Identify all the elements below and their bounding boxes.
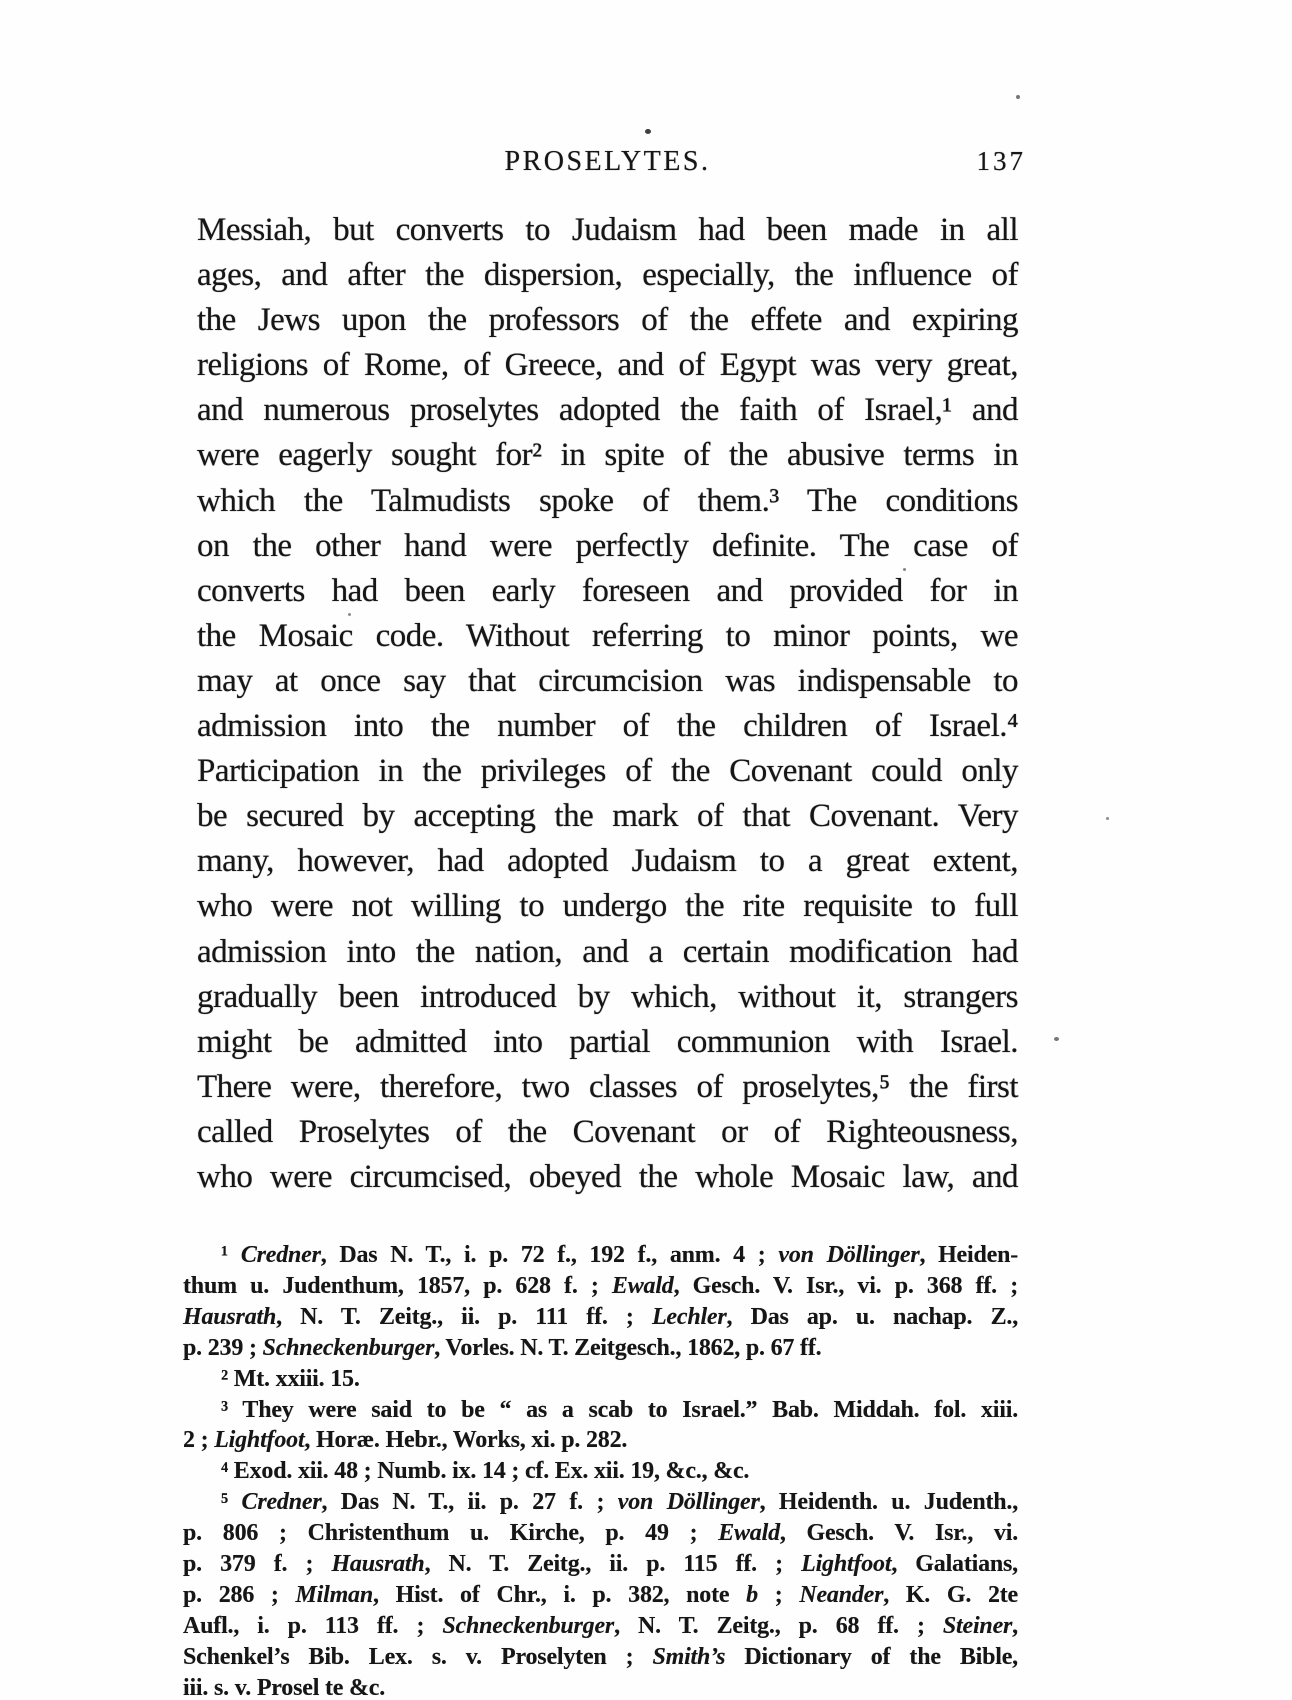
scan-speck	[903, 568, 906, 571]
footnote-line: p. 286 ; Milman, Hist. of Chr., i. p. 382, note b ; Neander, K. G. 2te	[183, 1581, 1018, 1608]
footnote-line: Hausrath, N. T. Zeitg., ii. p. 111 ff. ; Lechler, Das ap. u. nachap. Z.,	[183, 1303, 1019, 1330]
footnote-line: ¹ Credner, Das N. T., i. p. 72 f., 192 f., anm. 4 ; von Döllinger, Heiden-	[221, 1242, 1019, 1268]
body-line: admission into the number of the children of Israel.⁴	[197, 708, 1018, 745]
footnote-line: 2 ; Lightfoot, Horæ. Hebr., Works, xi. p. 282.	[183, 1427, 628, 1454]
footnote-line: p. 239 ; Schneckenburger, Vorles. N. T. Zeitgesch., 1862, p. 67 ff.	[183, 1334, 822, 1361]
footnote-line: Schenkel’s Bib. Lex. s. v. Proselyten ; Smith’s Dictionary of the Bible,	[183, 1643, 1018, 1670]
body-line: who were circumcised, obeyed the whole Mosaic law, and	[197, 1158, 1018, 1195]
body-line: gradually been introduced by which, without it, strangers	[197, 978, 1018, 1015]
body-line: may at once say that circumcision was indispensable to	[197, 662, 1018, 699]
page-number: 137	[976, 146, 1026, 176]
footnote-line: Aufl., i. p. 113 ff. ; Schneckenburger, N. T. Zeitg., p. 68 ff. ; Steiner,	[183, 1612, 1018, 1639]
body-line: be secured by accepting the mark of that Covenant. Very	[197, 798, 1018, 835]
footnote-line: p. 379 f. ; Hausrath, N. T. Zeitg., ii. p. 115 ff. ; Lightfoot, Galatians,	[183, 1551, 1018, 1578]
running-head-title: PROSELYTES.	[504, 146, 711, 177]
body-line: Messiah, but converts to Judaism had been made in all	[197, 212, 1018, 248]
footnote-line: p. 806 ; Christenthum u. Kirche, p. 49 ; Ewald, Gesch. V. Isr., vi.	[183, 1520, 1018, 1547]
scan-speck	[645, 129, 651, 134]
scan-speck	[1106, 817, 1109, 820]
body-line: Participation in the privileges of the Covenant could only	[197, 753, 1018, 790]
body-line: called Proselytes of the Covenant or of Righteousness,	[197, 1113, 1018, 1150]
footnote-line: ³ They were said to be “ as a scab to Israel.” Bab. Middah. fol. xiii.	[221, 1396, 1018, 1423]
scan-speck	[348, 613, 351, 616]
body-line: There were, therefore, two classes of proselytes,⁵ the first	[197, 1068, 1018, 1105]
running-header	[197, 146, 1026, 182]
body-line: the Mosaic code. Without referring to minor points, we	[197, 617, 1018, 654]
body-line: ages, and after the dispersion, especially, the influence of	[197, 257, 1018, 294]
body-line: the Jews upon the professors of the effete and expiring	[197, 302, 1018, 339]
footnotes	[183, 1240, 1018, 1700]
scan-speck	[1016, 95, 1020, 99]
body-text	[197, 208, 1018, 1200]
footnote-line: ⁵ Credner, Das N. T., ii. p. 27 f. ; von Döllinger, Heidenth. u. Judenth.,	[221, 1489, 1019, 1516]
body-line: on the other hand were perfectly definite. The case of	[197, 527, 1018, 564]
body-line: who were not willing to undergo the rite requisite to full	[197, 888, 1018, 925]
scan-speck	[1054, 1037, 1059, 1041]
body-line: and numerous proselytes adopted the faith of Israel,¹ and	[197, 392, 1018, 429]
body-line: converts had been early foreseen and provided for in	[197, 572, 1018, 609]
body-line: religions of Rome, of Greece, and of Egypt was very great,	[197, 347, 1018, 384]
footnote-line: ⁴ Exod. xii. 48 ; Numb. ix. 14 ; cf. Ex. xii. 19, &c., &c.	[221, 1458, 750, 1485]
footnote-line: thum u. Judenthum, 1857, p. 628 f. ; Ewald, Gesch. V. Isr., vi. p. 368 ff. ;	[183, 1272, 1018, 1299]
body-line: were eagerly sought for² in spite of the abusive terms in	[197, 437, 1018, 474]
footnote-line: ² Mt. xxiii. 15.	[221, 1365, 360, 1392]
body-line: might be admitted into partial communion with Israel.	[197, 1023, 1018, 1060]
body-line: many, however, had adopted Judaism to a great extent,	[197, 843, 1018, 880]
body-line: which the Talmudists spoke of them.³ The conditions	[197, 482, 1018, 519]
footnote-line: iii. s. v. Prosel te &c.	[183, 1674, 386, 1700]
body-line: admission into the nation, and a certain modification had	[197, 933, 1018, 970]
